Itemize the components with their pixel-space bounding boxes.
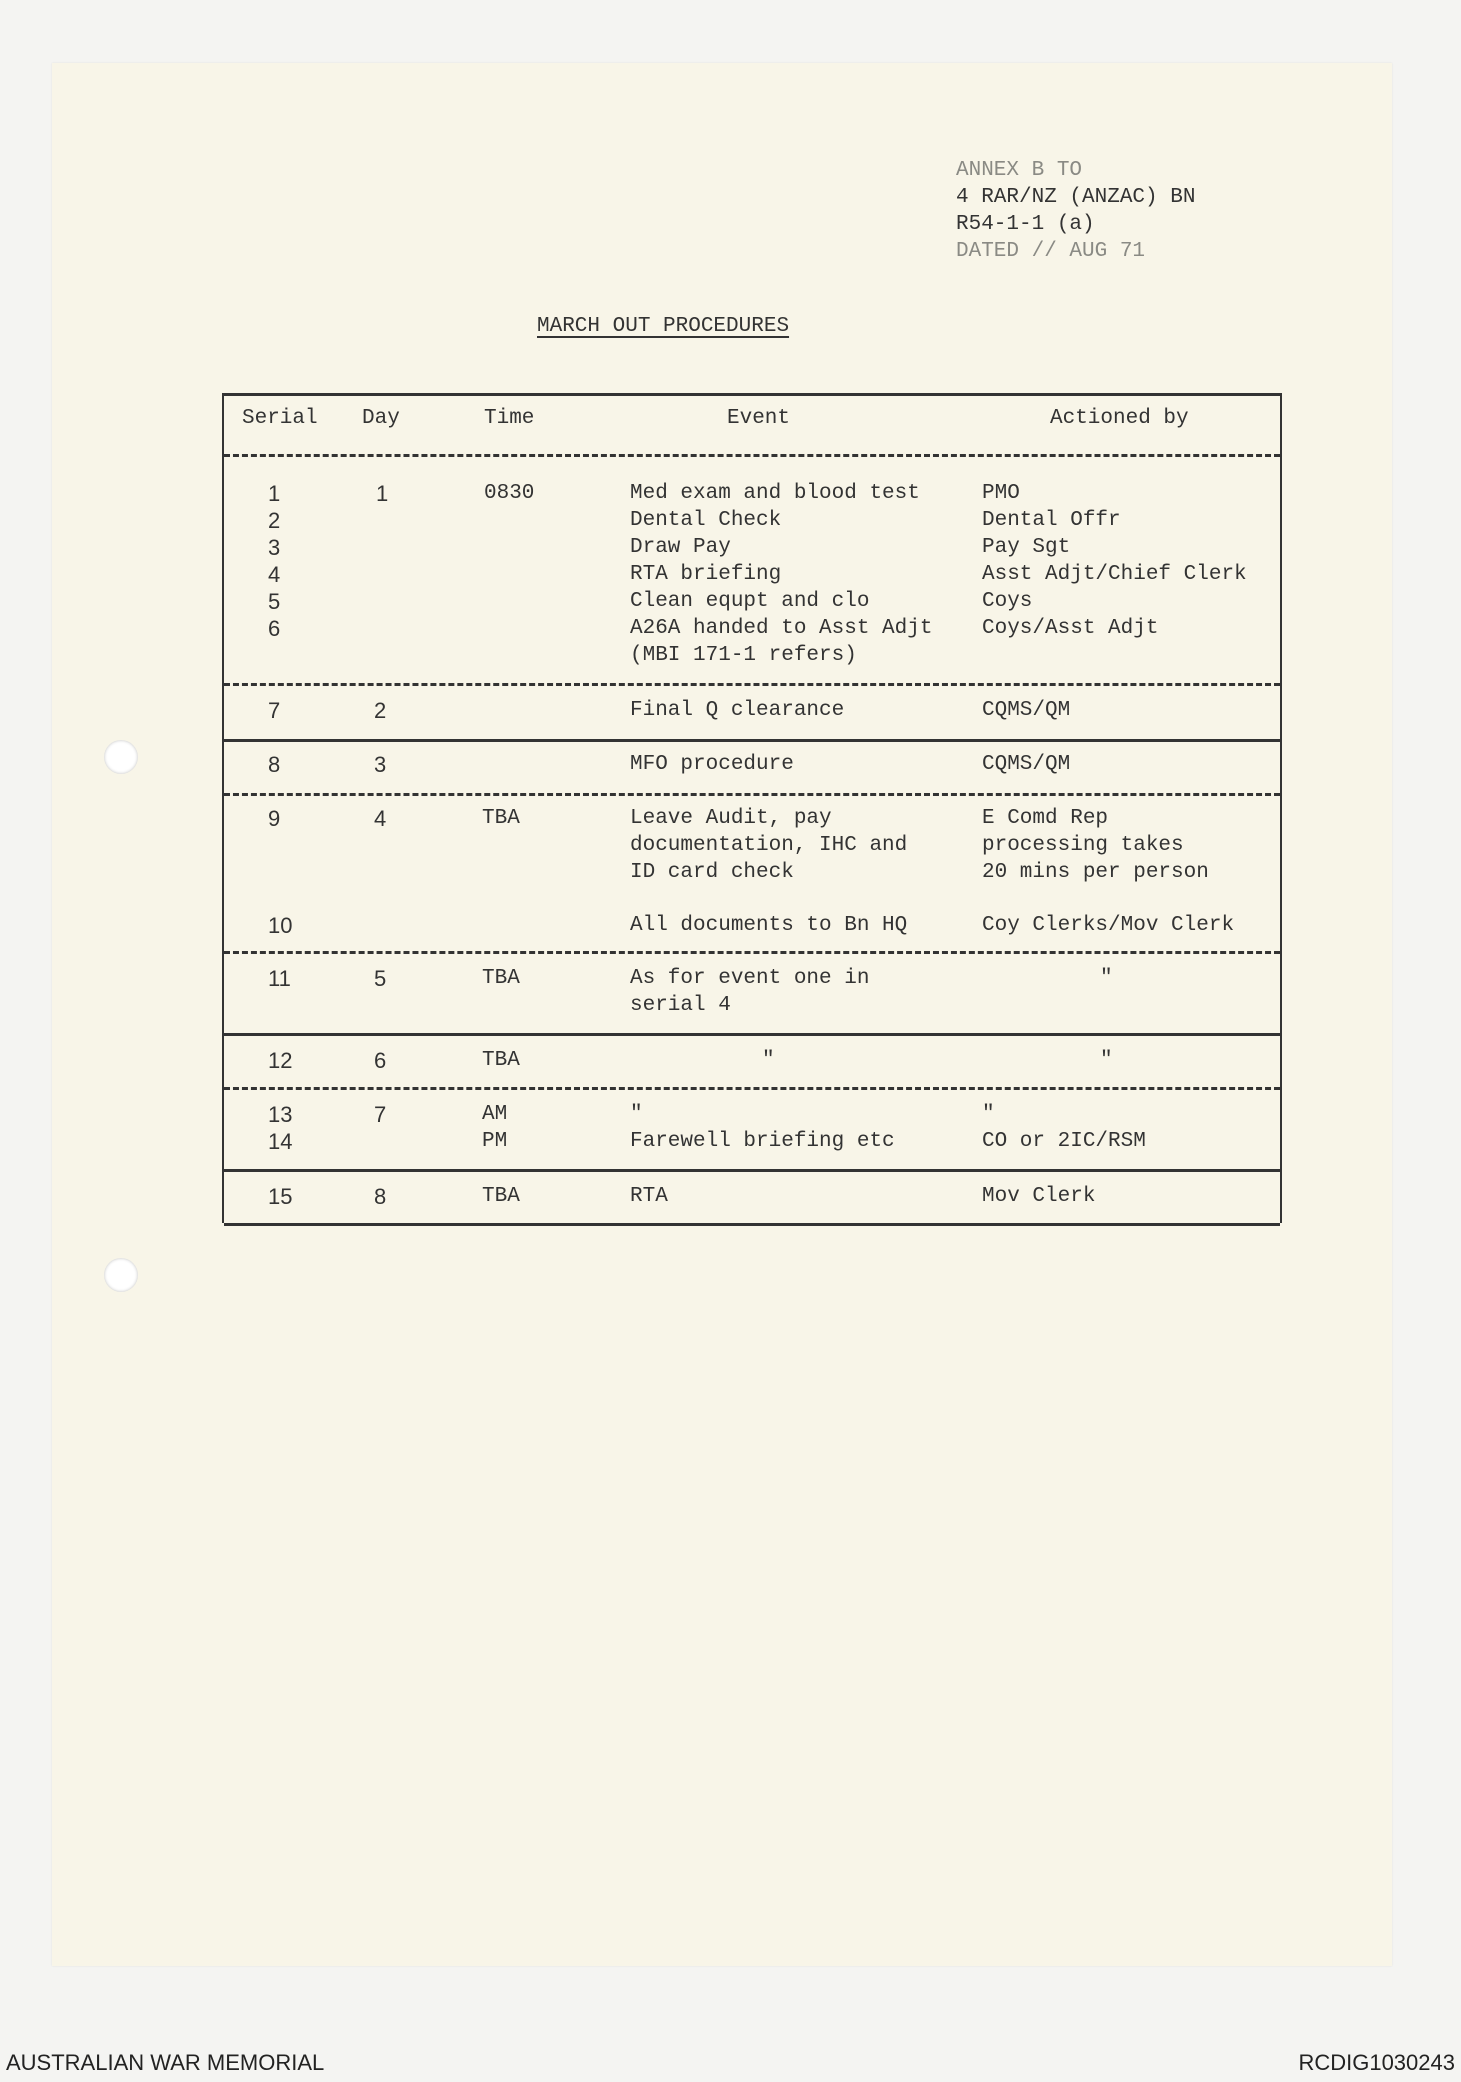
- row-10-serial: 10: [268, 913, 293, 938]
- header-actioned-by: Actioned by: [1050, 407, 1189, 430]
- row-15-actioned-by: Mov Clerk: [982, 1185, 1096, 1208]
- row-9-serial: 9: [268, 806, 281, 831]
- file-reference: R54-1-1 (a): [956, 213, 1095, 236]
- procedures-table: [222, 393, 1282, 1223]
- row-15-time: TBA: [482, 1185, 520, 1208]
- row-9-actioned-by: E Comd Rep processing takes 20 mins per person: [982, 807, 1209, 884]
- row-1-serial: 1 2 3 4 5 6: [268, 481, 281, 641]
- row-12-event: ": [762, 1049, 775, 1072]
- date-line: DATED // AUG 71: [956, 240, 1146, 263]
- row-13-actioned-by: " CO or 2IC/RSM: [982, 1103, 1146, 1153]
- row-12-actioned-by: ": [1100, 1049, 1113, 1072]
- row-12-time: TBA: [482, 1049, 520, 1072]
- row-13-serial: 13 14: [268, 1102, 293, 1154]
- header-day: Day: [362, 407, 400, 430]
- row-9-time: TBA: [482, 807, 520, 830]
- row-8-day: 3: [374, 752, 387, 777]
- punch-hole-bottom: [104, 1258, 138, 1292]
- header-serial: Serial: [242, 407, 318, 430]
- punch-hole-top: [104, 740, 138, 774]
- row-13-time: AM PM: [482, 1103, 508, 1153]
- row-12-day: 6: [374, 1048, 387, 1073]
- row-11-event: As for event one in serial 4: [630, 967, 870, 1017]
- row-7-event: Final Q clearance: [630, 699, 845, 722]
- annex-line: ANNEX B TO: [956, 159, 1083, 182]
- page-title: MARCH OUT PROCEDURES: [537, 315, 790, 338]
- footer-id: RCDIG1030243: [1298, 2050, 1455, 2075]
- row-8-serial: 8: [268, 752, 281, 777]
- footer-source: AUSTRALIAN WAR MEMORIAL: [6, 2050, 325, 2075]
- row-1-actioned-by: PMO Dental Offr Pay Sgt Asst Adjt/Chief Clerk Coys Coys/Asst Adjt: [982, 482, 1247, 640]
- row-1-time: 0830: [484, 482, 535, 505]
- row-7-serial: 7: [268, 698, 281, 723]
- row-9-day: 4: [374, 806, 387, 831]
- row-7-day: 2: [374, 698, 387, 723]
- row-1-day: 1: [376, 481, 389, 506]
- header-event: Event: [727, 407, 791, 430]
- row-7-actioned-by: CQMS/QM: [982, 699, 1071, 722]
- row-15-event: RTA: [630, 1185, 668, 1208]
- row-10-actioned-by: Coy Clerks/Mov Clerk: [982, 914, 1235, 937]
- row-13-day: 7: [374, 1102, 387, 1127]
- row-11-time: TBA: [482, 967, 520, 990]
- row-8-actioned-by: CQMS/QM: [982, 753, 1071, 776]
- row-11-day: 5: [374, 966, 387, 991]
- unit-line: 4 RAR/NZ (ANZAC) BN: [956, 186, 1196, 209]
- row-15-day: 8: [374, 1184, 387, 1209]
- row-11-actioned-by: ": [1100, 967, 1113, 990]
- row-9-event: Leave Audit, pay documentation, IHC and ID card check: [630, 807, 908, 884]
- row-10-event: All documents to Bn HQ: [630, 914, 908, 937]
- row-1-event: Med exam and blood test Dental Check Draw Pay RTA briefing Clean equpt and clo A26A handed to Asst Adjt (MBI 171-1 refers): [630, 482, 933, 667]
- row-12-serial: 12: [268, 1048, 293, 1073]
- row-11-serial: 11: [268, 966, 291, 991]
- row-8-event: MFO procedure: [630, 753, 794, 776]
- row-13-event: " Farewell briefing etc: [630, 1103, 895, 1153]
- row-15-serial: 15: [268, 1184, 293, 1209]
- annex-reference: [956, 157, 1195, 265]
- header-time: Time: [484, 407, 535, 430]
